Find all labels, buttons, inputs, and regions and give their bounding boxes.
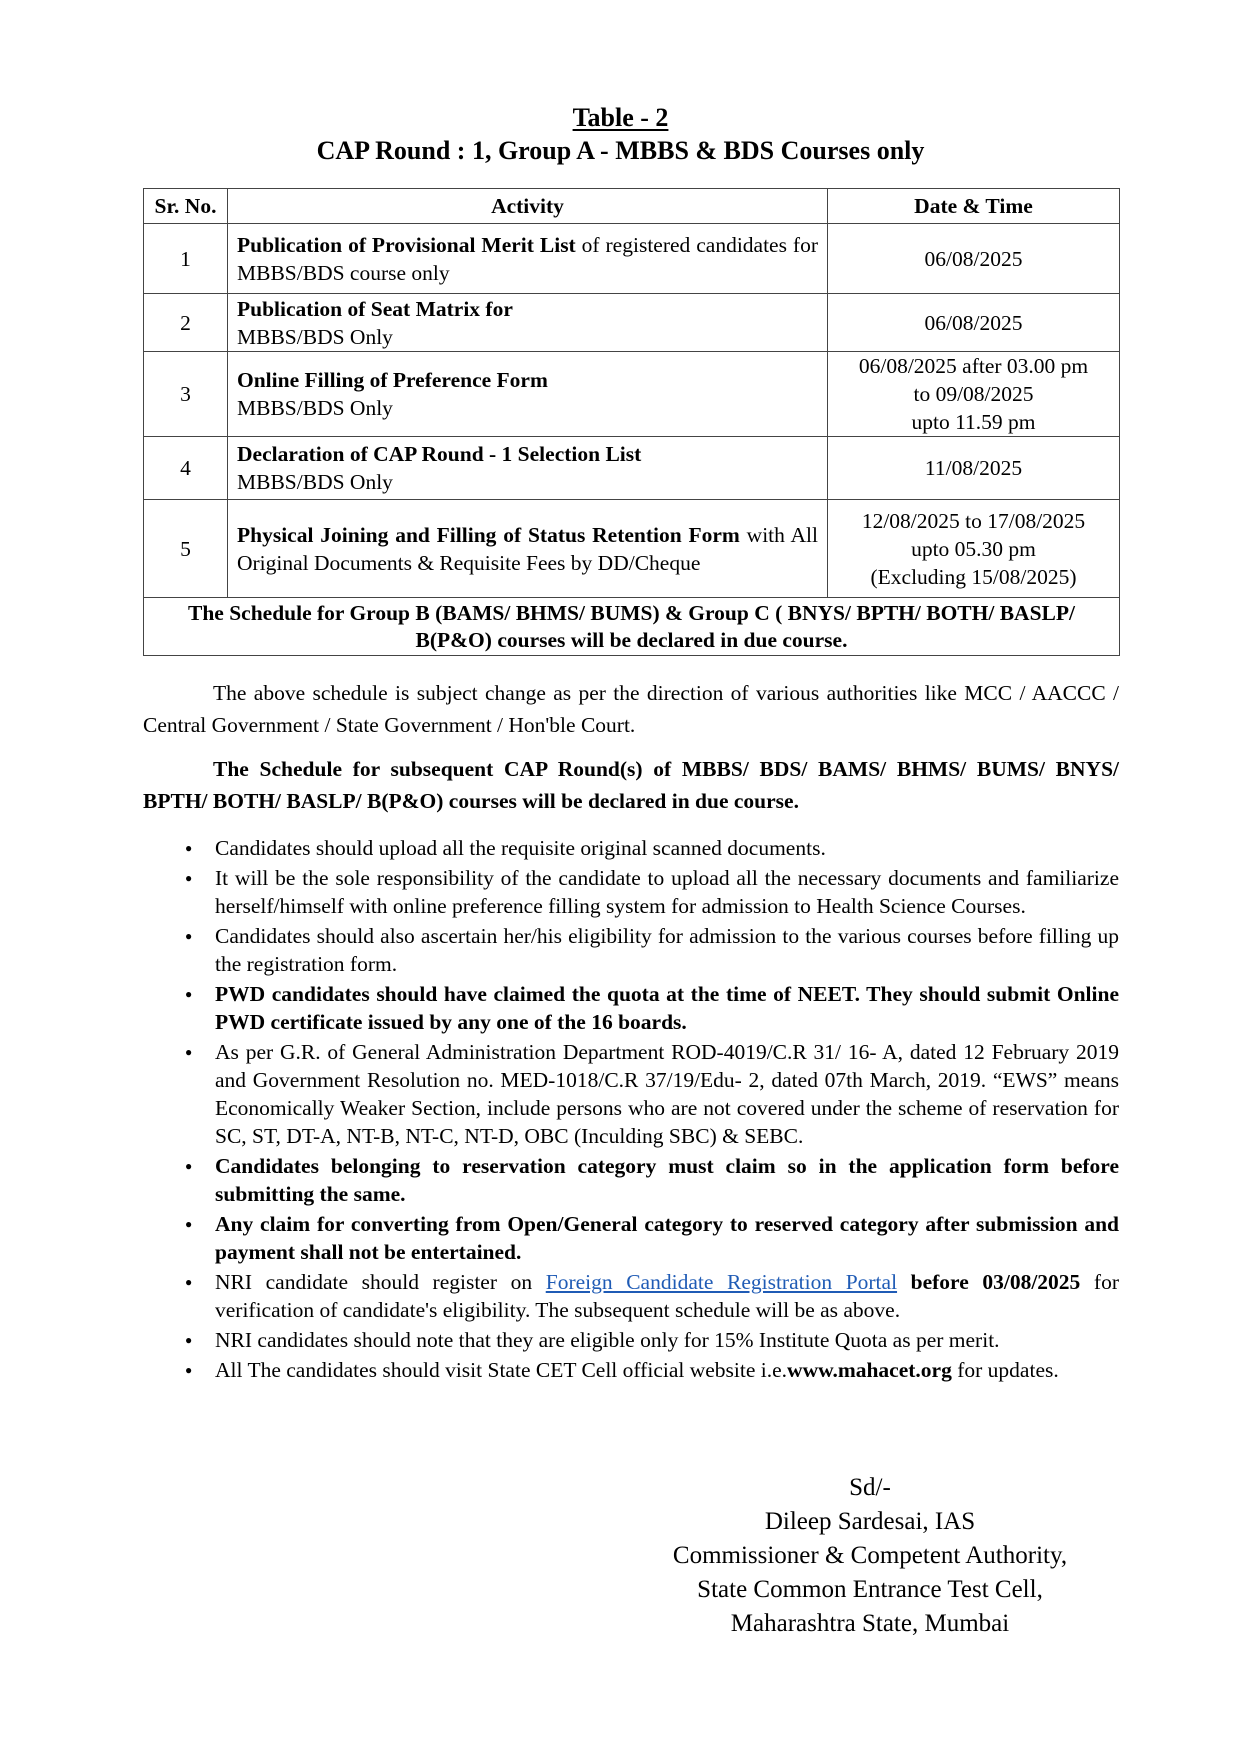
table-row (144, 352, 1120, 437)
activity-bold: Online Filling of Preference Form (237, 368, 548, 392)
signatory-office: State Common Entrance Test Cell, (697, 1576, 1043, 1603)
signature-sd: Sd/- (849, 1474, 891, 1501)
schedule-table (143, 188, 1120, 656)
list-item: ● Candidates should also ascertain her/his eligibility for admission to the various courses before filling up the registration form. (143, 922, 1119, 978)
subsequent-rounds-paragraph: The Schedule for subsequent CAP Round(s) of MBBS/ BDS/ BAMS/ BHMS/ BUMS/ BNYS/ BPTH/ BOTH/ BASLP/ B(P&O) courses will be declared in due course. (143, 757, 1119, 813)
header-activity: Activity (228, 189, 828, 224)
row-activity (228, 352, 828, 437)
row-sr-no: 5 (144, 500, 228, 598)
row-activity (228, 294, 828, 352)
row-date: 11/08/2025 (828, 437, 1120, 500)
table-row (144, 294, 1120, 352)
activity-text: MBBS/BDS Only (237, 324, 393, 349)
activity-text: MBBS/BDS Only (237, 470, 393, 494)
row-sr-no: 3 (144, 352, 228, 437)
list-item: ● Any claim for converting from Open/General category to reserved category after submission and payment shall not be entertained. (143, 1210, 1119, 1266)
row-activity (228, 437, 828, 500)
table-footer-note: The Schedule for Group B (BAMS/ BHMS/ BUMS) & Group C ( BNYS/ BPTH/ BOTH/ BASLP/ B(P&O) courses will be declared in due course. (144, 598, 1120, 656)
website-text-post: for updates. (951, 1358, 1059, 1382)
table-header-row (144, 189, 1120, 224)
signatory-location: Maharashtra State, Mumbai (730, 1610, 1010, 1637)
list-item: ● Candidates belonging to reservation category must claim so in the application form before submitting the same. (143, 1152, 1119, 1208)
website-url: www.mahacet.org (787, 1358, 952, 1382)
website-text-pre: All The candidates should visit State CET Cell official website i.e. (215, 1358, 788, 1382)
list-item: ● It will be the sole responsibility of the candidate to upload all the necessary documents and familiarize herself/himself with online preference filling system for admission to Health Science Courses. (143, 864, 1119, 920)
row-date: 06/08/2025 (828, 224, 1120, 294)
row-date: 12/08/2025 to 17/08/2025 upto 05.30 pm (Excluding 15/08/2025) (828, 500, 1120, 598)
list-item-nri-quota: ● NRI candidates should note that they are eligible only for 15% Institute Quota as per merit. (143, 1326, 1119, 1354)
row-sr-no: 4 (144, 437, 228, 500)
table-subtitle: CAP Round : 1, Group A - MBBS & BDS Courses only (316, 136, 925, 165)
activity-bold: Publication of Provisional Merit List (237, 232, 576, 257)
signatory-name: Dileep Sardesai, IAS (764, 1508, 976, 1535)
table-footer-row (144, 598, 1120, 656)
row-date: 06/08/2025 (828, 294, 1120, 352)
table-row (144, 437, 1120, 500)
row-activity (228, 224, 828, 294)
list-item-nri-registration (143, 1268, 1119, 1324)
row-sr-no: 1 (144, 224, 228, 294)
activity-bold: Declaration of CAP Round - 1 Selection List (237, 442, 642, 466)
activity-text: with All Original Documents & Requisite Fees by DD/Cheque (237, 522, 819, 575)
foreign-candidate-portal-link[interactable]: Foreign Candidate Registration Portal (545, 1270, 898, 1294)
nri-text-pre: NRI candidate should register on (215, 1270, 546, 1294)
row-sr-no: 2 (144, 294, 228, 352)
activity-bold: Publication of Seat Matrix for (237, 296, 513, 321)
schedule-change-paragraph: The above schedule is subject change as per the direction of various authorities like MCC / AACCC / Central Government / State Government / Hon'ble Court. (143, 681, 1119, 737)
list-item: ● PWD candidates should have claimed the quota at the time of NEET. They should submit Online PWD certificate issued by any one of the 16 boards. (143, 980, 1119, 1036)
table-row (144, 224, 1120, 294)
list-item: ● As per G.R. of General Administration Department ROD-4019/C.R 31/ 16- A, dated 12 February 2019 and Government Resolution no. MED-1018/C.R 37/19/Edu- 2, dated 07th March, 2019. “EWS” means Economically Weaker Section, include persons who are not covered under the scheme of reservation for SC, ST, DT-A, NT-B, NT-C, NT-D, OBC (Inculding SBC) & SEBC. (143, 1038, 1119, 1150)
list-item: ● Candidates should upload all the requisite original scanned documents. (143, 834, 1119, 862)
table-title: Table - 2 (572, 103, 669, 132)
signatory-designation: Commissioner & Competent Authority, (672, 1542, 1068, 1569)
instructions-list (143, 834, 1119, 1386)
row-activity (228, 500, 828, 598)
signature-block (620, 1471, 1120, 1641)
row-date: 06/08/2025 after 03.00 pm to 09/08/2025 upto 11.59 pm (828, 352, 1120, 437)
nri-deadline: before 03/08/2025 (897, 1270, 1081, 1294)
activity-bold: Physical Joining and Filling of Status Retention Form (237, 522, 740, 547)
header-date-time: Date & Time (828, 189, 1120, 224)
header-sr-no: Sr. No. (144, 189, 228, 224)
table-row (144, 500, 1120, 598)
activity-text: of registered candidates for MBBS/BDS course only (237, 232, 818, 285)
activity-text: MBBS/BDS Only (237, 396, 393, 420)
nri-text-post: for verification of candidate's eligibility. The subsequent schedule will be as above. (215, 1270, 1119, 1322)
list-item-website (143, 1356, 1119, 1384)
